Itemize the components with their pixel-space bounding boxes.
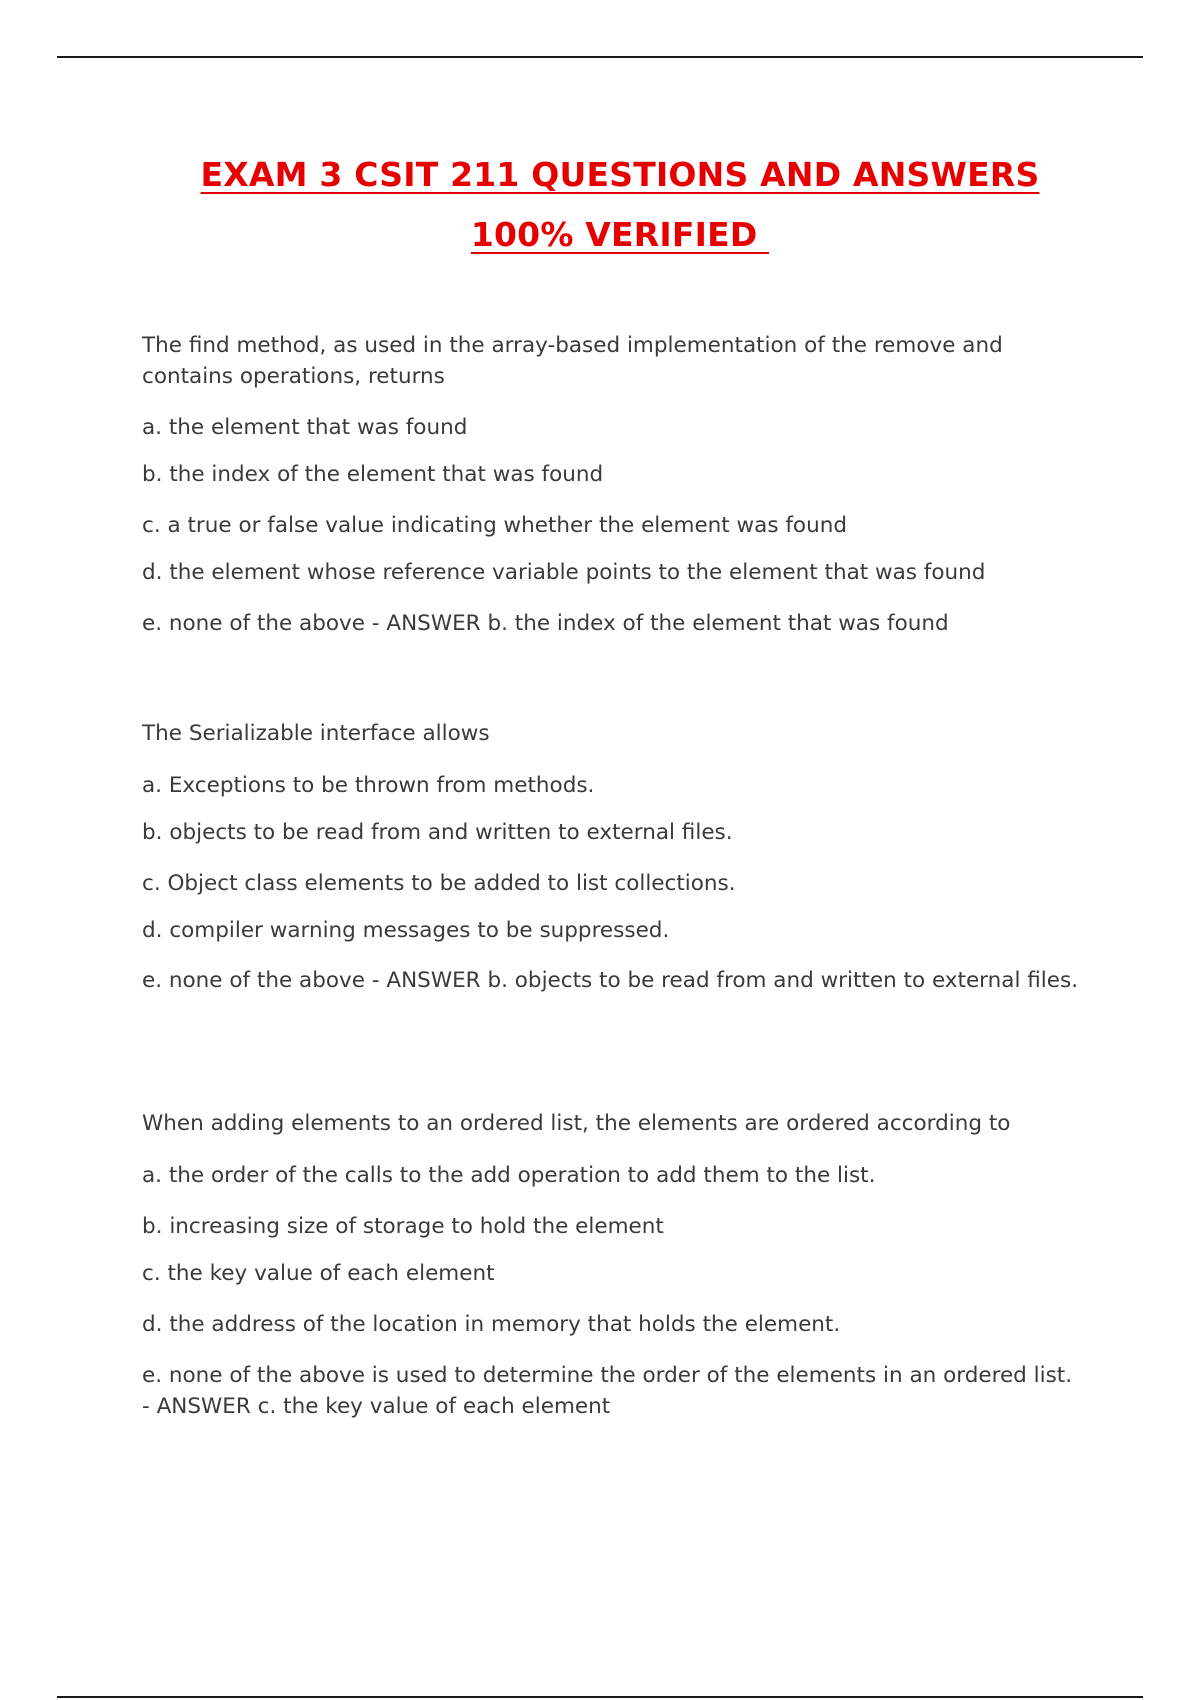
answer-option: a. Exceptions to be thrown from methods. xyxy=(142,773,595,798)
answer-option: b. increasing size of storage to hold the element xyxy=(142,1214,664,1239)
answer-option: c. Object class elements to be added to list collections. xyxy=(142,871,736,896)
top-rule xyxy=(57,56,1143,58)
title-line-2: 100% VERIFIED xyxy=(470,215,770,254)
answer-option: e. none of the above - ANSWER b. objects to be read from and written to external files. xyxy=(142,968,1079,993)
answer-option: b. objects to be read from and written to external files. xyxy=(142,820,733,845)
answer-option: e. none of the above - ANSWER b. the index of the element that was found xyxy=(142,611,949,636)
question-stem: The Serializable interface allows xyxy=(142,721,490,746)
answer-option: a. the order of the calls to the add operation to add them to the list. xyxy=(142,1163,876,1188)
answer-option: e. none of the above is used to determine the order of the elements in an ordered list. - ANSWER c. the key value of each element xyxy=(142,1363,1073,1419)
question-stem: When adding elements to an ordered list, the elements are ordered according to xyxy=(142,1111,1011,1136)
answer-option: a. the element that was found xyxy=(142,415,468,440)
answer-option: d. the address of the location in memory that holds the element. xyxy=(142,1312,841,1337)
bottom-rule xyxy=(57,1696,1143,1698)
question-1 xyxy=(142,330,1082,639)
answer-option: c. the key value of each element xyxy=(142,1261,495,1286)
answer-option: c. a true or false value indicating whether the element was found xyxy=(142,513,847,538)
title-line-1: EXAM 3 CSIT 211 QUESTIONS AND ANSWERS xyxy=(200,155,1040,194)
answer-option: b. the index of the element that was found xyxy=(142,462,604,487)
answer-option: d. compiler warning messages to be suppressed. xyxy=(142,918,670,943)
question-2 xyxy=(142,718,1082,996)
document-title xyxy=(0,145,1200,265)
answer-option: d. the element whose reference variable points to the element that was found xyxy=(142,560,986,585)
question-3 xyxy=(142,1108,1082,1422)
question-stem: The find method, as used in the array-based implementation of the remove and contains operations, returns xyxy=(142,333,1003,389)
